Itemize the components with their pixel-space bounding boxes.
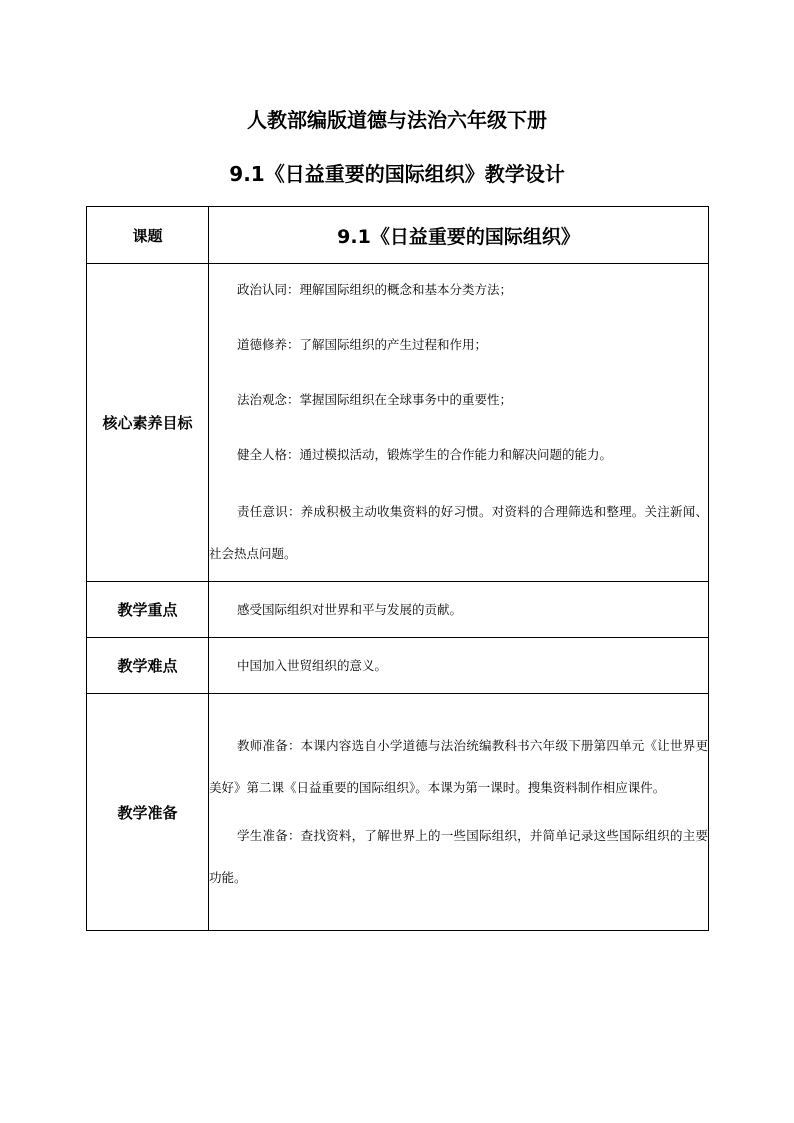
document-subtitle: 9.1《日益重要的国际组织》教学设计 — [229, 162, 565, 186]
goal-item: 健全人格：通过模拟活动，锻炼学生的合作能力和解决问题的能力。 — [237, 446, 613, 462]
key-point-row — [87, 582, 709, 638]
goal-item: 法治观念：掌握国际组织在全球事务中的重要性； — [237, 391, 513, 407]
preparation-label: 教学准备 — [87, 694, 209, 931]
difficulty-cell — [209, 638, 709, 694]
goal-item: 政治认同：理解国际组织的概念和基本分类方法； — [237, 281, 513, 297]
goals-cell — [209, 264, 709, 582]
key-point-text: 感受国际组织对世界和平与发展的贡献。 — [237, 602, 463, 617]
goal-item: 道德修养：了解国际组织的产生过程和作用； — [237, 336, 488, 352]
subject-row — [87, 207, 709, 264]
document-title: 人教部编版道德与法治六年级下册 — [247, 108, 547, 132]
difficulty-text: 中国加入世贸组织的意义。 — [237, 658, 388, 673]
difficulty-row — [87, 638, 709, 694]
difficulty-label: 教学难点 — [87, 638, 209, 694]
preparation-row — [87, 694, 709, 931]
goal-item: 责任意识：养成积极主动收集资料的好习惯。对资料的合理筛选和整理。关注新闻、社会热点问题。 — [209, 503, 708, 561]
key-point-cell — [209, 582, 709, 638]
teacher-preparation: 教师准备：本课内容选自小学道德与法治统编教科书六年级下册第四单元《让世界更美好》第二课《日益重要的国际组织》。本课为第一课时。搜集资料制作相应课件。 — [209, 738, 708, 795]
key-point-label: 教学重点 — [87, 582, 209, 638]
student-preparation: 学生准备：查找资料，了解世界上的一些国际组织，并简单记录这些国际组织的主要功能。 — [209, 828, 708, 885]
subject-value: 9.1《日益重要的国际组织》 — [209, 207, 709, 264]
lesson-plan-table — [86, 206, 709, 931]
goals-label: 核心素养目标 — [87, 264, 209, 582]
subject-label: 课题 — [87, 207, 209, 264]
goals-row — [87, 264, 709, 582]
preparation-cell — [209, 694, 709, 931]
